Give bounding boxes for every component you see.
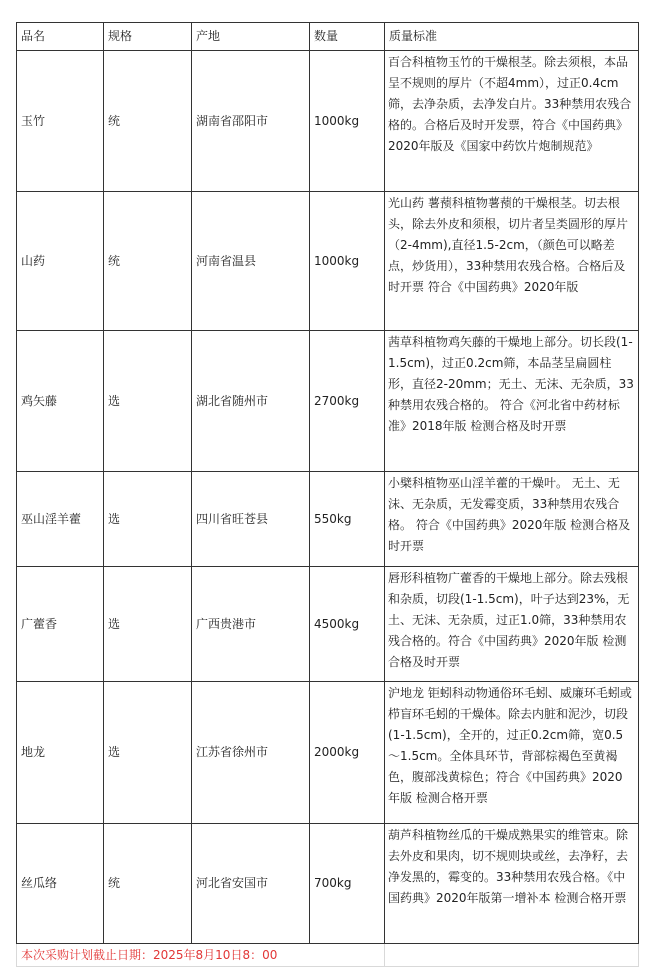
cell-name: 山药	[17, 192, 104, 331]
header-row	[17, 23, 639, 51]
cell-spec: 选	[104, 331, 192, 472]
cell-name: 鸡矢藤	[17, 331, 104, 472]
cell-quantity: 2000kg	[310, 682, 385, 824]
cell-quantity: 4500kg	[310, 567, 385, 682]
header-spec: 规格	[104, 23, 192, 51]
cell-name: 丝瓜络	[17, 824, 104, 944]
cell-quality-standard: 葫芦科植物丝瓜的干燥成熟果实的维管束。除去外皮和果肉，切不规则块或丝，去净籽，去净发黑的，霉变的。33种禁用农残合格。《中国药典》2020年版第一增补本 检测合格开票	[385, 824, 639, 944]
header-name: 品名	[17, 23, 104, 51]
header-quantity: 数量	[310, 23, 385, 51]
cell-origin: 四川省旺苍县	[192, 472, 310, 567]
cell-origin: 广西贵港市	[192, 567, 310, 682]
header-quality-standard: 质量标准	[385, 23, 639, 51]
cell-quality-standard: 光山药 薯蓣科植物薯蓣的干燥根茎。切去根头，除去外皮和须根，切片者呈类圆形的厚片（2-4mm),直径1.5-2cm，（颜色可以略差点，炒货用），33种禁用农残合格。合格后及时开票 符合《中国药典》2020年版	[385, 192, 639, 331]
table-row	[17, 51, 639, 192]
cell-origin: 河北省安国市	[192, 824, 310, 944]
cell-quality-standard: 小檗科植物巫山淫羊藿的干燥叶。 无土、无沫、无杂质，无发霉变质，33种禁用农残合格。 符合《中国药典》2020年版 检测合格及时开票	[385, 472, 639, 567]
footer-empty-cell	[385, 944, 639, 967]
cell-quantity: 1000kg	[310, 51, 385, 192]
cell-origin: 湖北省随州市	[192, 331, 310, 472]
cell-quantity: 2700kg	[310, 331, 385, 472]
cell-origin: 湖南省邵阳市	[192, 51, 310, 192]
table-row	[17, 472, 639, 567]
cell-origin: 江苏省徐州市	[192, 682, 310, 824]
cell-spec: 选	[104, 682, 192, 824]
cell-name: 广藿香	[17, 567, 104, 682]
cell-spec: 统	[104, 824, 192, 944]
deadline-note: 本次采购计划截止日期：2025年8月10日8：00	[17, 944, 385, 967]
cell-quantity: 1000kg	[310, 192, 385, 331]
table-row	[17, 192, 639, 331]
footer-row	[17, 944, 639, 967]
cell-spec: 统	[104, 51, 192, 192]
table-row	[17, 824, 639, 944]
cell-quality-standard: 沪地龙 钜蚓科动物通俗环毛蚓、威廉环毛蚓或栉盲环毛蚓的干燥体。除去内脏和泥沙，切段(1-1.5cm)，全开的，过正0.2cm筛，宽0.5～1.5cm。全体具环节，背部棕褐色至黄褐色，腹部浅黄棕色；符合《中国药典》2020年版 检测合格开票	[385, 682, 639, 824]
cell-quantity: 550kg	[310, 472, 385, 567]
table-row	[17, 331, 639, 472]
cell-quantity: 700kg	[310, 824, 385, 944]
cell-quality-standard: 唇形科植物广藿香的干燥地上部分。除去残根和杂质，切段(1-1.5cm)，叶子达到23%，无土、无沫、无杂质，过正1.0筛，33种禁用农残合格的。符合《中国药典》2020年版 检测合格及时开票	[385, 567, 639, 682]
procurement-table	[16, 22, 639, 967]
cell-name: 巫山淫羊藿	[17, 472, 104, 567]
table-row	[17, 567, 639, 682]
cell-name: 地龙	[17, 682, 104, 824]
cell-origin: 河南省温县	[192, 192, 310, 331]
table-row	[17, 682, 639, 824]
cell-spec: 统	[104, 192, 192, 331]
cell-quality-standard: 百合科植物玉竹的干燥根茎。除去须根，本品呈不规则的厚片（不超4mm），过正0.4cm筛，去净杂质，去净发白片。33种禁用农残合格的。合格后及时开发票，符合《中国药典》2020年版及《国家中药饮片炮制规范》	[385, 51, 639, 192]
cell-quality-standard: 茜草科植物鸡矢藤的干燥地上部分。切长段(1-1.5cm)，过正0.2cm筛，本品茎呈扁圆柱形，直径2-20mm；无土、无沫、无杂质，33种禁用农残合格的。 符合《河北省中药材标准》2018年版 检测合格及时开票	[385, 331, 639, 472]
cell-spec: 选	[104, 567, 192, 682]
cell-spec: 选	[104, 472, 192, 567]
header-origin: 产地	[192, 23, 310, 51]
cell-name: 玉竹	[17, 51, 104, 192]
